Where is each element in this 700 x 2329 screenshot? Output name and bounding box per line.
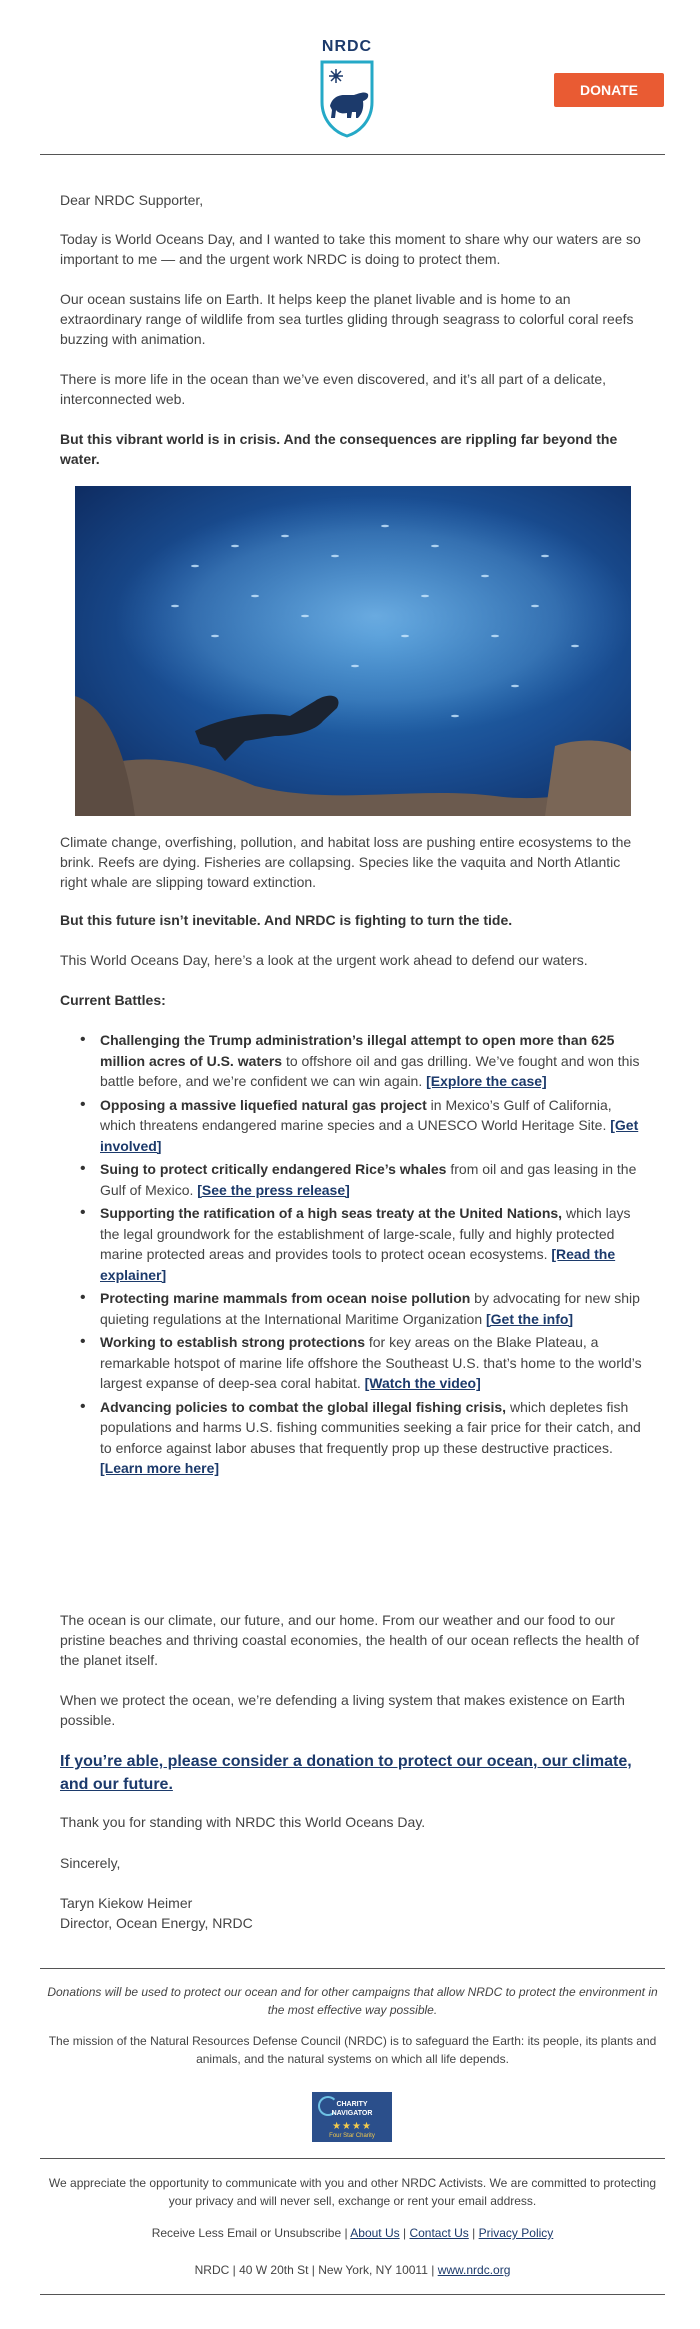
privacy-policy-link[interactable]: Privacy Policy	[478, 2226, 554, 2240]
read-explainer-link[interactable]: [Read the explainer]	[100, 1246, 616, 1283]
list-item: • Working to establish strong protections for key areas on the Blake Plateau, a remarkable hotspot of marine life offshore the Southeast U.S. that’s home to the world’s largest expanse of deep-sea coral habitat. [Watch the video]	[80, 1332, 648, 1394]
paragraph-more-life: There is more life in the ocean than we’ve even discovered, and it’s all part of a delicate, interconnected web.	[60, 371, 607, 407]
closing: Sincerely,	[60, 1855, 121, 1871]
footer-divider	[40, 1968, 665, 1969]
greeting: Dear NRDC Supporter,	[60, 192, 204, 208]
paragraph-protect: When we protect the ocean, we’re defending a living system that makes existence on Earth possible.	[60, 1692, 625, 1728]
sea-lion-sardines-image	[75, 486, 631, 816]
learn-more-link[interactable]: [Learn more here]	[100, 1460, 220, 1476]
privacy-statement: We appreciate the opportunity to communicate with you and other NRDC Activists. We are committed to protecting your privacy and will never sell, exchange or rent your email address.	[48, 2176, 657, 2208]
list-item: • Supporting the ratification of a high seas treaty at the United Nations, which lays the legal groundwork for the establishment of large-scale, fully and highly protected marine protected areas and provides tools to protect ocean ecosystems. [Read the explainer]	[80, 1203, 648, 1285]
nrdc-logo[interactable]	[310, 38, 384, 142]
footer-links: Receive Less Email or Unsubscribe | About Us | Contact Us | Privacy Policy	[151, 2226, 554, 2240]
thanks-line: Thank you for standing with NRDC this World Oceans Day.	[60, 1814, 426, 1830]
logo-text: NRDC	[321, 38, 373, 55]
battles-heading: Current Battles:	[60, 992, 166, 1008]
watch-video-link[interactable]: [Watch the video]	[364, 1375, 481, 1391]
paragraph-crisis: But this vibrant world is in crisis. And the consequences are rippling far beyond the water.	[60, 431, 618, 467]
list-item: • Protecting marine mammals from ocean noise pollution by advocating for new ship quieting regulations at the International Maritime Organization [Get the info]	[80, 1288, 648, 1329]
paragraph-ocean-life: Our ocean sustains life on Earth. It helps keep the planet livable and is home to an extraordinary range of wildlife from sea turtles gliding through seagrass to colorful coral reefs buzzing with animation.	[60, 291, 634, 347]
donate-button[interactable]: DONATE	[554, 73, 664, 107]
star-rating-icon: ★★★★	[332, 2121, 372, 2132]
charity-navigator-badge[interactable]: CHARITY NAVIGATOR ★★★★ Four Star Charity	[312, 2092, 392, 2142]
unsubscribe-text[interactable]: Receive Less Email or Unsubscribe	[151, 2226, 342, 2240]
paragraph-threats: Climate change, overfishing, pollution, and habitat loss are pushing entire ecosystems to the brink. Reefs are dying. Fisheries are collapsing. Species like the vaquita and North Atlantic right whale are slipping toward extinction.	[60, 834, 632, 890]
explore-case-link[interactable]: [Explore the case]	[426, 1073, 547, 1089]
list-item: • Suing to protect critically endangered Rice’s whales from oil and gas leasing in the Gulf of Mexico. [See the press release]	[80, 1159, 648, 1200]
paragraph-not-inevitable: But this future isn’t inevitable. And NRDC is fighting to turn the tide.	[60, 912, 513, 928]
get-info-link[interactable]: [Get the info]	[486, 1310, 574, 1327]
website-link[interactable]: www.nrdc.org	[437, 2263, 511, 2277]
get-involved-link[interactable]: [Get involved]	[100, 1117, 639, 1154]
header-divider	[40, 154, 665, 155]
footer-address: NRDC | 40 W 20th St | New York, NY 10011 | www.nrdc.org	[194, 2263, 511, 2277]
footer-divider-2	[40, 2158, 665, 2159]
bear-shield-icon	[316, 58, 378, 140]
about-us-link[interactable]: About Us	[350, 2226, 400, 2240]
donate-cta-link[interactable]: If you’re able, please consider a donation to protect our ocean, our climate, and our future.	[60, 1753, 632, 1793]
press-release-link[interactable]: [See the press release]	[197, 1181, 350, 1198]
signature-title: Director, Ocean Energy, NRDC	[60, 1915, 253, 1931]
donation-note: Donations will be used to protect our ocean and for other campaigns that allow NRDC to protect the environment in the most effective way possible.	[47, 1985, 658, 2017]
contact-us-link[interactable]: Contact Us	[409, 2226, 469, 2240]
list-item: • Advancing policies to combat the global illegal fishing crisis, which depletes fish populations and harms U.S. fishing communities seeking a fair price for their catch, and to enforce against labor abuses that frequently prop up these destructive practices. [Learn more here]	[80, 1397, 648, 1479]
signature-name: Taryn Kiekow Heimer	[60, 1895, 193, 1911]
email-header	[0, 0, 700, 155]
paragraph-intro: Today is World Oceans Day, and I wanted to take this moment to share why our waters are so important to me — and the urgent work NRDC is doing to protect them.	[60, 231, 641, 267]
list-item: • Challenging the Trump administration’s illegal attempt to open more than 625 million acres of U.S. waters to offshore oil and gas drilling. We’ve fought and won this battle before, and we’re confident we can win again. [Explore the case]	[80, 1030, 648, 1092]
battles-list	[80, 1030, 648, 1482]
mission-statement: The mission of the Natural Resources Defense Council (NRDC) is to safeguard the Earth: its people, its plants and animals, and the natural systems on which all life depends.	[48, 2034, 657, 2066]
list-item: • Opposing a massive liquefied natural gas project in Mexico’s Gulf of California, which threatens endangered marine species and a UNESCO World Heritage Site. [Get involved]	[80, 1095, 648, 1157]
paragraph-urgent-work: This World Oceans Day, here’s a look at the urgent work ahead to defend our waters.	[60, 952, 588, 968]
footer-divider-3	[40, 2294, 665, 2295]
paragraph-ocean-climate: The ocean is our climate, our future, and our home. From our weather and our food to our pristine beaches and thriving coastal economies, the health of our ocean reflects the health of the planet itself.	[60, 1612, 640, 1668]
